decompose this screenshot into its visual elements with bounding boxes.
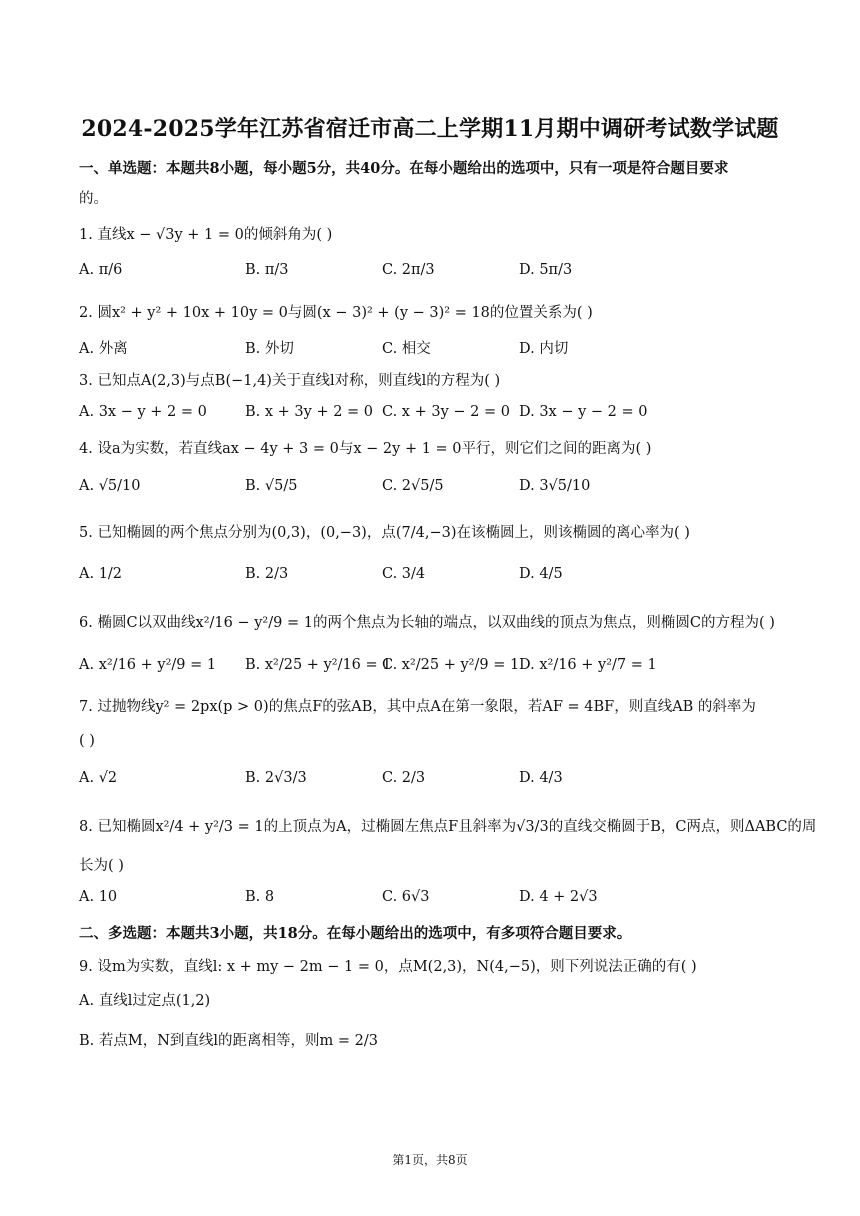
- q4-option-a: A. √5/10: [79, 478, 141, 494]
- q4-option-d: D. 3√5/10: [519, 478, 591, 494]
- q5-option-d: D. 4/5: [519, 566, 563, 582]
- q5-options: [79, 566, 779, 592]
- q8-options: [79, 889, 779, 915]
- q5-option-b: B. 2/3: [245, 566, 289, 582]
- q1-option-a: A. π/6: [79, 262, 123, 278]
- q2-option-c: C. 相交: [382, 341, 431, 357]
- q8-stem-line2: 长为( ): [79, 858, 124, 874]
- q6-option-c: C. x²/25 + y²/9 = 1: [382, 657, 520, 673]
- q5-option-c: C. 3/4: [382, 566, 426, 582]
- q8-option-c: C. 6√3: [382, 889, 430, 905]
- q8-option-b: B. 8: [245, 889, 275, 905]
- q2-option-a: A. 外离: [79, 341, 128, 357]
- q4-stem: 4. 设a为实数，若直线ax − 4y + 3 = 0与x − 2y + 1 = 0平行，则它们之间的距离为( ): [79, 441, 652, 457]
- q6-options: [79, 657, 779, 683]
- q7-stem-line1: 7. 过抛物线y² = 2px(p > 0)的焦点F的弦AB，其中点A在第一象限，若AF = 4BF，则直线AB 的斜率为: [79, 699, 756, 715]
- section2-heading: 二、多选题：本题共3小题，共18分。在每小题给出的选项中，有多项符合题目要求。: [79, 925, 632, 942]
- q7-options: [79, 770, 779, 796]
- page-footer: 第1页，共8页: [392, 1153, 468, 1167]
- q7-stem-line2: ( ): [79, 733, 95, 749]
- q3-option-b: B. x + 3y + 2 = 0: [245, 404, 374, 420]
- q8-stem-line1: 8. 已知椭圆x²/4 + y²/3 = 1的上顶点为A，过椭圆左焦点F且斜率为√3/3的直线交椭圆于B，C两点，则ΔABC的周: [79, 819, 817, 835]
- section1-heading-line1: 一、单选题：本题共8小题，每小题5分，共40分。在每小题给出的选项中，只有一项是符合题目要求: [79, 160, 729, 177]
- q3-option-d: D. 3x − y − 2 = 0: [519, 404, 648, 420]
- q5-stem: 5. 已知椭圆的两个焦点分别为(0,3)，(0,−3)，点(7/4,−3)在该椭圆上，则该椭圆的离心率为( ): [79, 525, 690, 541]
- q3-option-c: C. x + 3y − 2 = 0: [382, 404, 510, 420]
- q9-option-b: B. 若点M，N到直线l的距离相等，则m = 2/3: [79, 1033, 378, 1049]
- q1-option-b: B. π/3: [245, 262, 289, 278]
- q3-options: [79, 404, 779, 430]
- q3-stem: 3. 已知点A(2,3)与点B(−1,4)关于直线l对称，则直线l的方程为( ): [79, 373, 501, 389]
- q3-option-a: A. 3x − y + 2 = 0: [79, 404, 207, 420]
- q1-options: [79, 262, 779, 288]
- q1-option-d: D. 5π/3: [519, 262, 573, 278]
- page-title: 2024-2025学年江苏省宿迁市高二上学期11月期中调研考试数学试题: [81, 116, 779, 142]
- q8-option-a: A. 10: [79, 889, 118, 905]
- q5-option-a: A. 1/2: [79, 566, 123, 582]
- q6-option-a: A. x²/16 + y²/9 = 1: [79, 657, 217, 673]
- q6-stem: 6. 椭圆C以双曲线x²/16 − y²/9 = 1的两个焦点为长轴的端点，以双曲线的顶点为焦点，则椭圆C的方程为( ): [79, 615, 775, 631]
- q7-option-c: C. 2/3: [382, 770, 426, 786]
- q9-stem: 9. 设m为实数，直线l: x + my − 2m − 1 = 0，点M(2,3)，N(4,−5)，则下列说法正确的有( ): [79, 959, 697, 975]
- q1-option-c: C. 2π/3: [382, 262, 435, 278]
- q6-option-d: D. x²/16 + y²/7 = 1: [519, 657, 657, 673]
- q2-stem: 2. 圆x² + y² + 10x + 10y = 0与圆(x − 3)² + (y − 3)² = 18的位置关系为( ): [79, 305, 593, 321]
- q1-stem: 1. 直线x − √3y + 1 = 0的倾斜角为( ): [79, 227, 333, 243]
- q7-option-d: D. 4/3: [519, 770, 563, 786]
- q6-option-b: B. x²/25 + y²/16 = 1: [245, 657, 392, 673]
- q7-option-b: B. 2√3/3: [245, 770, 307, 786]
- q8-option-d: D. 4 + 2√3: [519, 889, 598, 905]
- q7-option-a: A. √2: [79, 770, 118, 786]
- section1-heading-line2: 的。: [79, 191, 108, 207]
- q2-option-b: B. 外切: [245, 341, 294, 357]
- q2-option-d: D. 内切: [519, 341, 569, 357]
- q4-option-c: C. 2√5/5: [382, 478, 444, 494]
- q4-option-b: B. √5/5: [245, 478, 298, 494]
- q9-option-a: A. 直线l过定点(1,2): [79, 993, 211, 1009]
- q2-options: [79, 337, 779, 363]
- q4-options: [79, 478, 779, 504]
